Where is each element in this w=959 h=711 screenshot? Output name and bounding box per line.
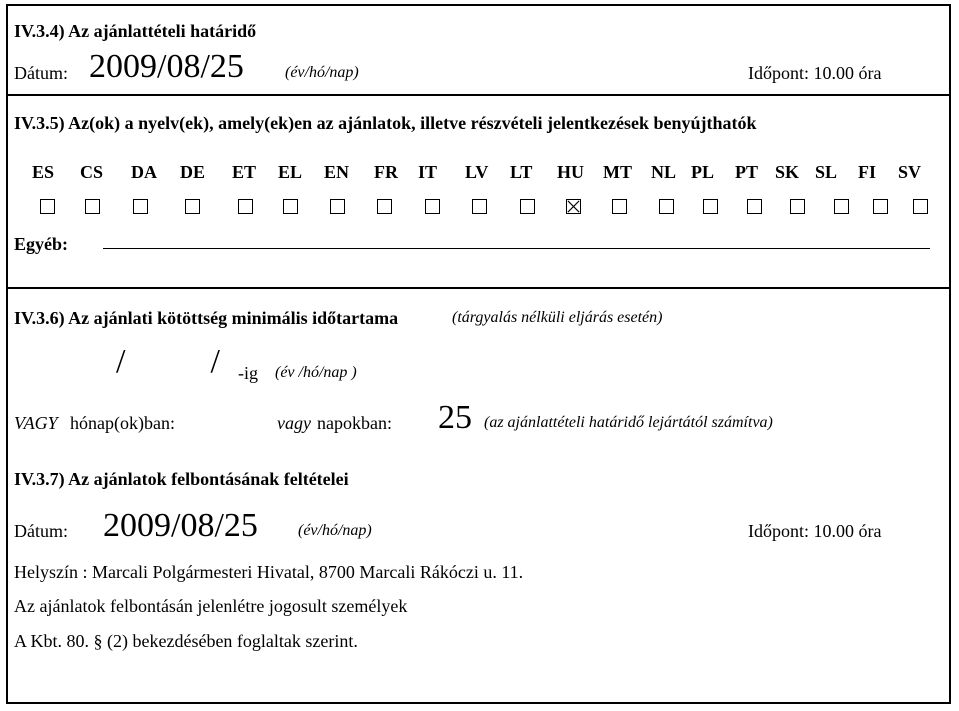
checkbox-sl[interactable] — [834, 199, 849, 214]
checkbox-pt[interactable] — [747, 199, 762, 214]
language-code-pl: PL — [691, 162, 715, 182]
opening-time: Időpont: 10.00 óra — [748, 521, 882, 541]
checkbox-de[interactable] — [185, 199, 200, 214]
checkbox-hu[interactable] — [566, 199, 581, 214]
language-code-it: IT — [418, 162, 438, 182]
deadline-heading: IV.3.4) Az ajánlattételi határidő — [14, 21, 257, 41]
opening-date-label: Dátum: — [14, 521, 68, 541]
binding-heading: IV.3.6) Az ajánlati kötöttség minimális időtartama — [14, 308, 399, 328]
language-code-mt: MT — [603, 162, 632, 182]
language-code-sl: SL — [815, 162, 838, 182]
binding-ig-format: (év /hó/nap ) — [275, 364, 357, 381]
checkbox-da[interactable] — [133, 199, 148, 214]
language-code-fi: FI — [858, 162, 876, 182]
language-code-lt: LT — [510, 162, 533, 182]
checkbox-es[interactable] — [40, 199, 55, 214]
language-code-cs: CS — [80, 162, 104, 182]
section-divider — [6, 94, 951, 96]
checkbox-cross-icon — [567, 200, 580, 213]
language-code-lv: LV — [465, 162, 489, 182]
binding-or-days-label: vagy — [277, 413, 311, 433]
language-code-hu: HU — [557, 162, 584, 182]
checkbox-el[interactable] — [283, 199, 298, 214]
binding-days-note: (az ajánlattételi határidő lejártától számítva) — [484, 414, 773, 431]
checkbox-fi[interactable] — [873, 199, 888, 214]
checkbox-pl[interactable] — [703, 199, 718, 214]
language-code-sv: SV — [898, 162, 922, 182]
section-divider — [6, 287, 951, 289]
checkbox-mt[interactable] — [612, 199, 627, 214]
checkbox-lt[interactable] — [520, 199, 535, 214]
checkbox-en[interactable] — [330, 199, 345, 214]
checkbox-sv[interactable] — [913, 199, 928, 214]
opening-persons-label: Az ajánlatok felbontásán jelenlétre jogosult személyek — [14, 596, 408, 616]
opening-persons-value: A Kbt. 80. § (2) bekezdésében foglaltak szerint. — [14, 631, 358, 651]
checkbox-sk[interactable] — [790, 199, 805, 214]
binding-months-label: hónap(ok)ban: — [70, 413, 175, 433]
binding-or-label: VAGY — [14, 413, 58, 433]
language-code-da: DA — [131, 162, 157, 182]
deadline-time: Időpont: 10.00 óra — [748, 63, 882, 83]
language-code-sk: SK — [775, 162, 800, 182]
other-language-label: Egyéb: — [14, 234, 68, 254]
language-code-es: ES — [32, 162, 55, 182]
checkbox-cs[interactable] — [85, 199, 100, 214]
language-code-el: EL — [278, 162, 303, 182]
language-code-nl: NL — [651, 162, 677, 182]
language-code-de: DE — [180, 162, 206, 182]
checkbox-it[interactable] — [425, 199, 440, 214]
opening-date-format: (év/hó/nap) — [298, 522, 372, 539]
deadline-date-label: Dátum: — [14, 63, 68, 83]
language-code-et: ET — [232, 162, 257, 182]
checkbox-nl[interactable] — [659, 199, 674, 214]
language-code-fr: FR — [374, 162, 398, 182]
languages-heading: IV.3.5) Az(ok) a nyelv(ek), amely(ek)en az ajánlatok, illetve részvételi jelentkezések benyújthatók — [14, 113, 757, 133]
opening-location: Helyszín : Marcali Polgármesteri Hivatal, 8700 Marcali Rákóczi u. 11. — [14, 562, 524, 582]
deadline-date-format: (év/hó/nap) — [285, 64, 359, 81]
binding-days-label: napokban: — [317, 413, 392, 433]
opening-heading: IV.3.7) Az ajánlatok felbontásának feltételei — [14, 469, 349, 489]
language-code-pt: PT — [735, 162, 759, 182]
checkbox-fr[interactable] — [377, 199, 392, 214]
language-code-en: EN — [324, 162, 350, 182]
checkbox-lv[interactable] — [472, 199, 487, 214]
deadline-date-value: 2009/08/25 — [89, 48, 244, 85]
checkbox-et[interactable] — [238, 199, 253, 214]
opening-date-value: 2009/08/25 — [103, 507, 258, 544]
other-language-field[interactable] — [103, 248, 930, 249]
binding-date-slashes: / / — [116, 343, 220, 380]
binding-days-value: 25 — [438, 399, 472, 436]
binding-ig-suffix: -ig — [238, 363, 258, 383]
binding-heading-note: (tárgyalás nélküli eljárás esetén) — [452, 309, 663, 326]
